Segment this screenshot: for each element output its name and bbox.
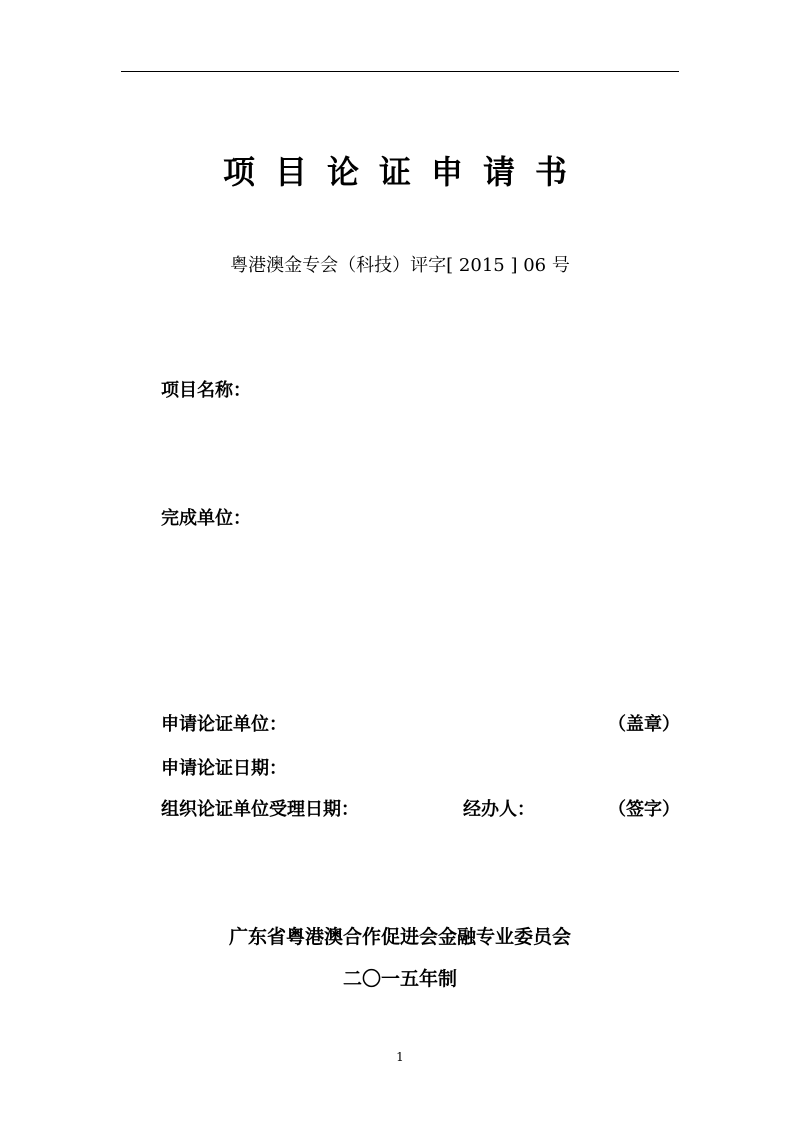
page-number: 1 bbox=[396, 1050, 404, 1064]
acceptance-date-label: 组织论证单位受理日期： bbox=[161, 799, 359, 820]
issuer-name: 广东省粤港澳合作促进会金融专业委员会 bbox=[228, 926, 571, 948]
document-title: 项目论证申请书 bbox=[222, 153, 587, 191]
document-number: 粤港澳金专会（科技）评字[ 2015 ] 06 号 bbox=[230, 255, 570, 276]
applying-unit-label: 申请论证单位： bbox=[161, 714, 287, 735]
project-name-label: 项目名称： bbox=[161, 380, 251, 401]
application-date-label: 申请论证日期： bbox=[161, 758, 287, 779]
seal-note: （盖章） bbox=[608, 714, 680, 735]
issue-year: 二〇一五年制 bbox=[342, 968, 457, 990]
header-rule bbox=[121, 71, 679, 72]
signature-note: （签字） bbox=[608, 799, 680, 820]
handler-label: 经办人： bbox=[463, 799, 535, 820]
completing-unit-label: 完成单位： bbox=[161, 508, 251, 529]
